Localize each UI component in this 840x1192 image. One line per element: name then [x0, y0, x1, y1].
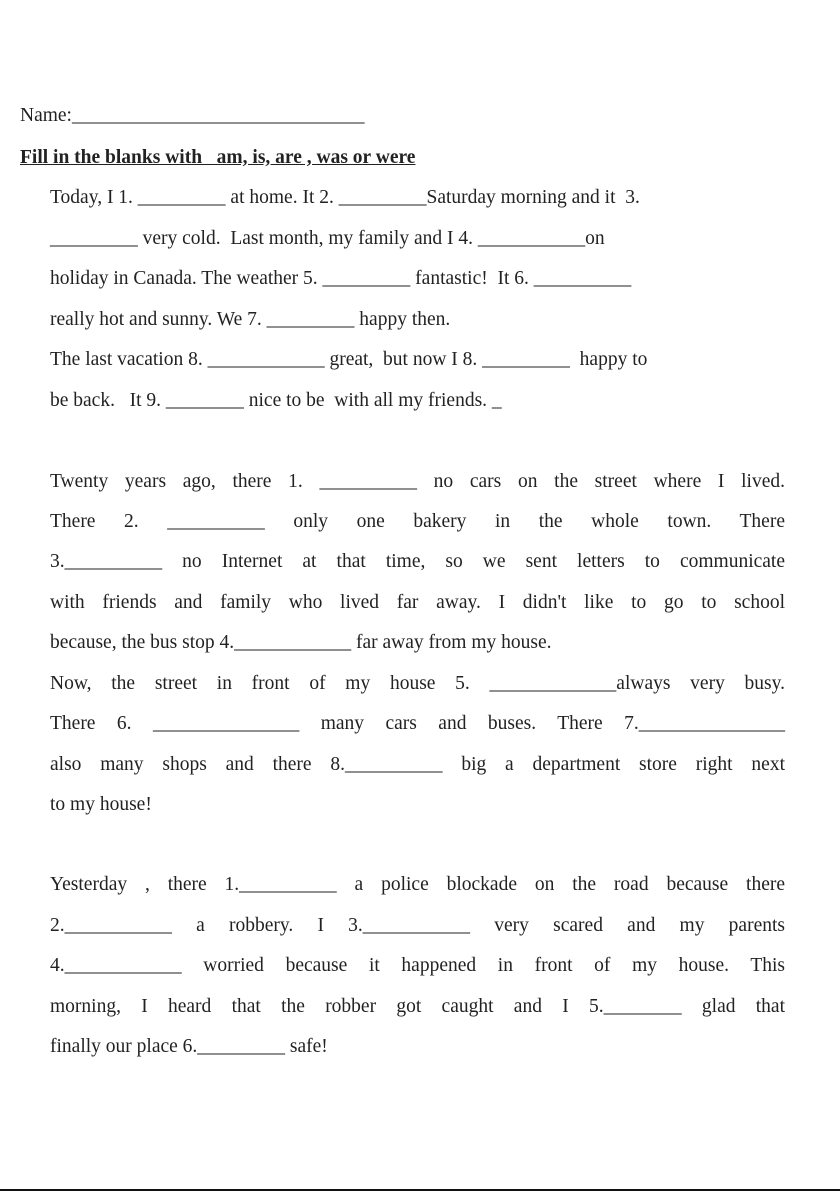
exercise-line[interactable]: also many shops and there 8.__________ big a department store right next [50, 754, 785, 775]
exercise-line[interactable]: Twenty years ago, there 1. __________ no cars on the street where I lived. [50, 471, 785, 492]
exercise-line[interactable]: 4.____________ worried because it happened in front of my house. This [50, 955, 785, 976]
exercise-line[interactable]: morning, I heard that the robber got caught and I 5.________ glad that [50, 996, 785, 1017]
exercise-line[interactable]: Now, the street in front of my house 5. _____________always very busy. [50, 673, 785, 694]
exercise-line[interactable]: 3.__________ no Internet at that time, so we sent letters to communicate [50, 551, 785, 572]
exercise-line[interactable]: There 2. __________ only one bakery in the whole town. There [50, 511, 785, 532]
exercise-line[interactable]: because, the bus stop 4.____________ far away from my house. [50, 632, 552, 653]
exercise-line[interactable]: with friends and family who lived far away. I didn't like to go to school [50, 592, 785, 613]
exercise-line[interactable]: There 6. _______________ many cars and buses. There 7._______________ [50, 713, 785, 734]
exercise-line[interactable]: Today, I 1. _________ at home. It 2. _________Saturday morning and it 3. [50, 187, 640, 208]
page-bottom-border [0, 1189, 840, 1191]
exercise-line[interactable]: really hot and sunny. We 7. _________ happy then. [50, 309, 451, 330]
exercise-line[interactable]: 2.___________ a robbery. I 3.___________ very scared and my parents [50, 915, 785, 936]
exercise-line[interactable]: be back. It 9. ________ nice to be with all my friends. _ [50, 390, 502, 411]
exercise-line[interactable]: holiday in Canada. The weather 5. _________ fantastic! It 6. __________ [50, 268, 632, 289]
exercise-line[interactable]: The last vacation 8. ____________ great, but now I 8. _________ happy to [50, 349, 648, 370]
instructions-heading: Fill in the blanks with am, is, are , was or were [20, 147, 416, 168]
name-field-label[interactable]: Name:______________________________ [20, 105, 365, 126]
exercise-line[interactable]: to my house! [50, 794, 152, 815]
exercise-line[interactable]: _________ very cold. Last month, my family and I 4. ___________on [50, 228, 605, 249]
exercise-line[interactable]: finally our place 6._________ safe! [50, 1036, 328, 1057]
exercise-line[interactable]: Yesterday , there 1.__________ a police blockade on the road because there [50, 874, 785, 895]
